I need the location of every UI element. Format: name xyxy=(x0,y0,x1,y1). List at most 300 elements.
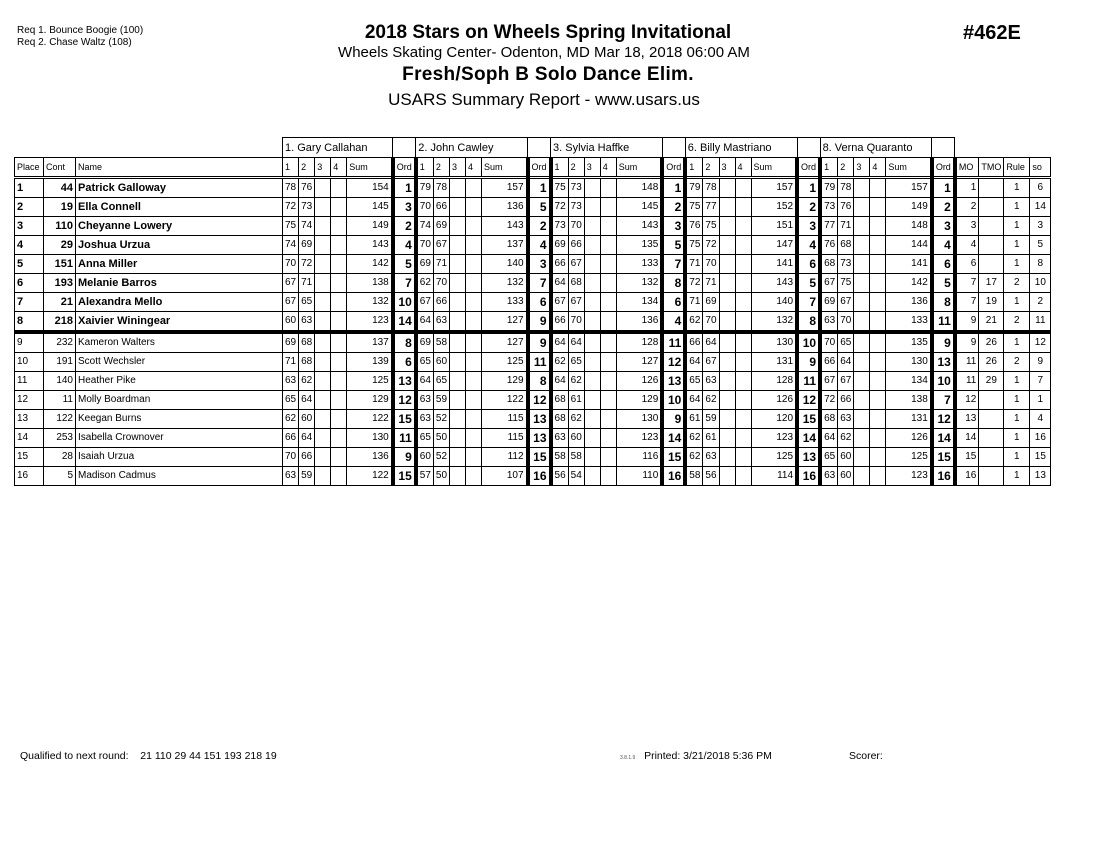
score-2: 69 xyxy=(703,293,719,312)
score-1: 66 xyxy=(283,429,299,448)
total-majority-ordinal xyxy=(979,448,1004,467)
score-1: 79 xyxy=(416,178,434,198)
score-1: 72 xyxy=(551,198,569,217)
result-row xyxy=(15,391,1051,410)
col-judge-3-sum: Sum xyxy=(616,158,662,178)
score-2: 68 xyxy=(299,332,315,353)
judge-ordinal: 10 xyxy=(797,332,820,353)
score-3 xyxy=(450,293,466,312)
score-1: 65 xyxy=(283,391,299,410)
score-3 xyxy=(854,236,870,255)
score-2: 66 xyxy=(299,448,315,467)
score-2: 76 xyxy=(838,198,854,217)
score-2: 64 xyxy=(299,429,315,448)
score-4 xyxy=(331,332,347,353)
judge-ordinal: 2 xyxy=(932,198,955,217)
score-3 xyxy=(450,236,466,255)
score-2: 64 xyxy=(299,391,315,410)
score-4 xyxy=(735,391,751,410)
skater-name: Cheyanne Lowery xyxy=(76,217,283,236)
score-1: 69 xyxy=(551,236,569,255)
score-sum: 141 xyxy=(751,255,797,274)
judge-ordinal: 6 xyxy=(662,293,685,312)
score-1: 75 xyxy=(283,217,299,236)
col-judge-4-ord: Ord xyxy=(797,158,820,178)
rule: 2 xyxy=(1004,353,1030,372)
skate-order: 2 xyxy=(1030,293,1051,312)
score-3 xyxy=(450,332,466,353)
score-2: 66 xyxy=(838,391,854,410)
score-1: 70 xyxy=(416,236,434,255)
contestant-number: 253 xyxy=(44,429,76,448)
result-row xyxy=(15,448,1051,467)
score-4 xyxy=(870,274,886,293)
skater-name: Patrick Galloway xyxy=(76,178,283,198)
score-4 xyxy=(331,467,347,486)
skate-order: 4 xyxy=(1030,410,1051,429)
skate-order: 6 xyxy=(1030,178,1051,198)
place: 11 xyxy=(15,372,44,391)
score-4 xyxy=(466,332,482,353)
judge-ordinal: 7 xyxy=(528,274,551,293)
score-4 xyxy=(600,178,616,198)
judge-ordinal: 7 xyxy=(662,255,685,274)
score-sum: 107 xyxy=(482,467,528,486)
rule: 1 xyxy=(1004,293,1030,312)
score-2: 68 xyxy=(568,274,584,293)
score-sum: 123 xyxy=(886,467,932,486)
judge-ordinal: 12 xyxy=(393,391,416,410)
score-sum: 125 xyxy=(347,372,393,391)
result-row xyxy=(15,293,1051,312)
judge-ordinal: 13 xyxy=(528,410,551,429)
skate-order: 11 xyxy=(1030,312,1051,333)
col-judge-1-2: 2 xyxy=(299,158,315,178)
score-3 xyxy=(315,198,331,217)
judge-ordinal: 7 xyxy=(393,274,416,293)
score-2: 54 xyxy=(568,467,584,486)
score-4 xyxy=(600,293,616,312)
score-1: 56 xyxy=(551,467,569,486)
music-request-2: Req 2. Chase Waltz (108) xyxy=(17,37,132,48)
score-4 xyxy=(870,429,886,448)
score-3 xyxy=(854,217,870,236)
col-rule: Rule xyxy=(1004,158,1030,178)
skater-name: Madison Cadmus xyxy=(76,467,283,486)
score-1: 69 xyxy=(416,332,434,353)
score-2: 75 xyxy=(703,217,719,236)
score-3 xyxy=(450,391,466,410)
score-1: 62 xyxy=(283,410,299,429)
judge-ordinal: 3 xyxy=(797,217,820,236)
score-4 xyxy=(331,372,347,391)
rule: 1 xyxy=(1004,429,1030,448)
score-1: 72 xyxy=(685,274,703,293)
score-1: 67 xyxy=(416,293,434,312)
judge-ordinal: 5 xyxy=(932,274,955,293)
judge-ordinal: 2 xyxy=(662,198,685,217)
score-2: 64 xyxy=(568,332,584,353)
score-sum: 157 xyxy=(482,178,528,198)
score-2: 68 xyxy=(299,353,315,372)
result-row xyxy=(15,236,1051,255)
skater-name: Xaivier Winingear xyxy=(76,312,283,333)
score-sum: 157 xyxy=(751,178,797,198)
score-1: 64 xyxy=(551,274,569,293)
place: 14 xyxy=(15,429,44,448)
judge-ordinal: 6 xyxy=(528,293,551,312)
score-2: 67 xyxy=(568,293,584,312)
score-4 xyxy=(466,293,482,312)
score-3 xyxy=(315,255,331,274)
score-3 xyxy=(719,353,735,372)
rule: 2 xyxy=(1004,312,1030,333)
score-1: 64 xyxy=(416,312,434,333)
score-1: 76 xyxy=(685,217,703,236)
score-2: 63 xyxy=(299,312,315,333)
col-judge-1-ord: Ord xyxy=(393,158,416,178)
contestant-number: 5 xyxy=(44,467,76,486)
score-4 xyxy=(870,353,886,372)
score-sum: 133 xyxy=(482,293,528,312)
score-3 xyxy=(719,448,735,467)
score-3 xyxy=(584,178,600,198)
col-judge-4-4: 4 xyxy=(735,158,751,178)
score-sum: 151 xyxy=(751,217,797,236)
score-sum: 140 xyxy=(482,255,528,274)
score-2: 77 xyxy=(703,198,719,217)
judge-ordinal: 14 xyxy=(932,429,955,448)
score-sum: 123 xyxy=(751,429,797,448)
score-2: 78 xyxy=(433,178,449,198)
score-sum: 148 xyxy=(616,178,662,198)
score-sum: 129 xyxy=(347,391,393,410)
judge-ordinal: 8 xyxy=(797,312,820,333)
skate-order: 3 xyxy=(1030,217,1051,236)
score-sum: 120 xyxy=(751,410,797,429)
score-3 xyxy=(315,448,331,467)
score-sum: 141 xyxy=(886,255,932,274)
judge-ordinal: 9 xyxy=(393,448,416,467)
score-1: 63 xyxy=(551,429,569,448)
score-1: 79 xyxy=(820,178,838,198)
score-1: 69 xyxy=(416,255,434,274)
score-sum: 134 xyxy=(886,372,932,391)
score-3 xyxy=(854,293,870,312)
score-sum: 126 xyxy=(616,372,662,391)
skate-order: 1 xyxy=(1030,391,1051,410)
place: 8 xyxy=(15,312,44,333)
result-row xyxy=(15,312,1051,333)
judge-ordinal: 4 xyxy=(528,236,551,255)
score-4 xyxy=(600,217,616,236)
judge-ordinal: 14 xyxy=(393,312,416,333)
judge-ordinal: 4 xyxy=(393,236,416,255)
score-1: 64 xyxy=(416,372,434,391)
judge-ordinal: 6 xyxy=(393,353,416,372)
judge-ordinal: 9 xyxy=(662,410,685,429)
score-sum: 123 xyxy=(616,429,662,448)
score-3 xyxy=(584,467,600,486)
skate-order: 16 xyxy=(1030,429,1051,448)
rule: 1 xyxy=(1004,178,1030,198)
place: 16 xyxy=(15,467,44,486)
score-1: 58 xyxy=(685,467,703,486)
score-4 xyxy=(735,198,751,217)
score-1: 72 xyxy=(820,391,838,410)
score-1: 74 xyxy=(283,236,299,255)
score-3 xyxy=(315,236,331,255)
col-judge-3-3: 3 xyxy=(584,158,600,178)
majority-ordinal: 2 xyxy=(955,198,979,217)
judge-ordinal: 10 xyxy=(932,372,955,391)
score-4 xyxy=(735,236,751,255)
score-1: 77 xyxy=(820,217,838,236)
score-3 xyxy=(719,312,735,333)
judge-ordinal: 11 xyxy=(797,372,820,391)
score-1: 60 xyxy=(283,312,299,333)
judge-ordinal: 8 xyxy=(393,332,416,353)
skate-order: 10 xyxy=(1030,274,1051,293)
contestant-number: 11 xyxy=(44,391,76,410)
total-majority-ordinal xyxy=(979,236,1004,255)
score-3 xyxy=(315,372,331,391)
printed-timestamp: Printed: 3/21/2018 5:36 PM xyxy=(644,750,772,762)
judge-ordinal: 2 xyxy=(797,198,820,217)
score-2: 60 xyxy=(433,353,449,372)
judge-ordinal: 16 xyxy=(662,467,685,486)
contestant-number: 44 xyxy=(44,178,76,198)
score-1: 71 xyxy=(685,293,703,312)
score-1: 67 xyxy=(551,293,569,312)
competition-title: 2018 Stars on Wheels Spring Invitational xyxy=(364,22,732,43)
score-sum: 137 xyxy=(347,332,393,353)
score-sum: 149 xyxy=(886,198,932,217)
place: 10 xyxy=(15,353,44,372)
score-3 xyxy=(854,372,870,391)
judge-ordinal: 9 xyxy=(528,332,551,353)
score-1: 75 xyxy=(685,198,703,217)
judge-ordinal: 2 xyxy=(393,217,416,236)
score-4 xyxy=(331,255,347,274)
score-2: 67 xyxy=(838,372,854,391)
score-2: 71 xyxy=(299,274,315,293)
score-3 xyxy=(450,178,466,198)
score-1: 64 xyxy=(551,332,569,353)
skater-name: Isabella Crownover xyxy=(76,429,283,448)
score-sum: 136 xyxy=(886,293,932,312)
score-1: 65 xyxy=(416,429,434,448)
score-2: 60 xyxy=(299,410,315,429)
judge-ordinal: 4 xyxy=(662,312,685,333)
skater-name: Ella Connell xyxy=(76,198,283,217)
score-sum: 154 xyxy=(347,178,393,198)
majority-ordinal: 11 xyxy=(955,372,979,391)
col-judge-5-sum: Sum xyxy=(886,158,932,178)
score-sum: 133 xyxy=(616,255,662,274)
score-4 xyxy=(870,410,886,429)
col-judge-5-3: 3 xyxy=(854,158,870,178)
contestant-number: 110 xyxy=(44,217,76,236)
score-4 xyxy=(466,217,482,236)
qualified-line xyxy=(20,750,277,762)
total-majority-ordinal: 21 xyxy=(979,312,1004,333)
judge-ordinal: 1 xyxy=(932,178,955,198)
score-1: 68 xyxy=(551,391,569,410)
score-3 xyxy=(719,467,735,486)
score-3 xyxy=(450,217,466,236)
place: 13 xyxy=(15,410,44,429)
score-1: 62 xyxy=(416,274,434,293)
score-3 xyxy=(854,255,870,274)
score-sum: 131 xyxy=(886,410,932,429)
score-1: 62 xyxy=(685,312,703,333)
skate-order: 14 xyxy=(1030,198,1051,217)
score-4 xyxy=(735,312,751,333)
score-sum: 143 xyxy=(616,217,662,236)
skate-order: 5 xyxy=(1030,236,1051,255)
score-sum: 129 xyxy=(482,372,528,391)
score-1: 75 xyxy=(685,236,703,255)
rule: 1 xyxy=(1004,391,1030,410)
total-majority-ordinal: 26 xyxy=(979,353,1004,372)
score-3 xyxy=(584,429,600,448)
score-4 xyxy=(600,467,616,486)
contestant-number: 232 xyxy=(44,332,76,353)
score-sum: 127 xyxy=(482,332,528,353)
score-3 xyxy=(450,467,466,486)
score-1: 66 xyxy=(551,312,569,333)
skater-name: Molly Boardman xyxy=(76,391,283,410)
score-4 xyxy=(466,448,482,467)
score-1: 60 xyxy=(416,448,434,467)
majority-ordinal: 13 xyxy=(955,410,979,429)
judge-ordinal: 15 xyxy=(797,410,820,429)
score-1: 71 xyxy=(685,255,703,274)
judge-name: 1. Gary Callahan xyxy=(283,138,393,158)
judge-ordinal: 8 xyxy=(932,293,955,312)
score-3 xyxy=(584,255,600,274)
score-3 xyxy=(584,410,600,429)
score-2: 66 xyxy=(433,198,449,217)
judge-ordinal: 13 xyxy=(797,448,820,467)
score-1: 66 xyxy=(551,255,569,274)
score-1: 65 xyxy=(416,353,434,372)
score-4 xyxy=(466,255,482,274)
score-2: 71 xyxy=(703,274,719,293)
result-row xyxy=(15,353,1051,372)
score-3 xyxy=(315,391,331,410)
score-4 xyxy=(735,255,751,274)
score-sum: 132 xyxy=(751,312,797,333)
score-2: 70 xyxy=(703,255,719,274)
judge-ordinal: 11 xyxy=(932,312,955,333)
score-3 xyxy=(854,353,870,372)
result-row xyxy=(15,178,1051,198)
score-2: 63 xyxy=(838,410,854,429)
judge-ordinal: 9 xyxy=(932,332,955,353)
score-2: 72 xyxy=(703,236,719,255)
score-4 xyxy=(466,353,482,372)
score-2: 63 xyxy=(703,448,719,467)
judge-ordinal: 11 xyxy=(528,353,551,372)
judge-ordinal: 16 xyxy=(797,467,820,486)
score-2: 59 xyxy=(433,391,449,410)
score-sum: 145 xyxy=(347,198,393,217)
col-judge-4-1: 1 xyxy=(685,158,703,178)
result-row xyxy=(15,198,1051,217)
score-4 xyxy=(600,391,616,410)
score-sum: 122 xyxy=(347,410,393,429)
contestant-number: 19 xyxy=(44,198,76,217)
score-2: 64 xyxy=(838,353,854,372)
judge-ordinal: 13 xyxy=(932,353,955,372)
rule: 1 xyxy=(1004,372,1030,391)
col-tmo: TMO xyxy=(979,158,1004,178)
col-judge-4-sum: Sum xyxy=(751,158,797,178)
score-3 xyxy=(719,410,735,429)
place: 15 xyxy=(15,448,44,467)
score-4 xyxy=(600,236,616,255)
score-1: 67 xyxy=(820,274,838,293)
majority-ordinal: 11 xyxy=(955,353,979,372)
score-2: 78 xyxy=(838,178,854,198)
col-judge-2-3: 3 xyxy=(450,158,466,178)
score-3 xyxy=(719,217,735,236)
score-2: 70 xyxy=(433,274,449,293)
score-1: 73 xyxy=(551,217,569,236)
score-3 xyxy=(584,448,600,467)
result-row xyxy=(15,274,1051,293)
score-1: 66 xyxy=(685,332,703,353)
score-3 xyxy=(584,353,600,372)
judge-ordinal: 10 xyxy=(662,391,685,410)
skater-name: Keegan Burns xyxy=(76,410,283,429)
results-table xyxy=(14,137,1051,486)
judge-ordinal: 16 xyxy=(528,467,551,486)
score-sum: 136 xyxy=(616,312,662,333)
score-3 xyxy=(854,198,870,217)
score-2: 70 xyxy=(703,312,719,333)
score-sum: 123 xyxy=(347,312,393,333)
score-2: 76 xyxy=(299,178,315,198)
score-1: 78 xyxy=(283,178,299,198)
total-majority-ordinal xyxy=(979,429,1004,448)
score-3 xyxy=(315,410,331,429)
contestant-number: 218 xyxy=(44,312,76,333)
score-2: 68 xyxy=(838,236,854,255)
majority-ordinal: 1 xyxy=(955,178,979,198)
judge-ordinal: 9 xyxy=(528,312,551,333)
judge-ordinal: 5 xyxy=(797,274,820,293)
majority-ordinal: 9 xyxy=(955,312,979,333)
place: 4 xyxy=(15,236,44,255)
total-majority-ordinal xyxy=(979,217,1004,236)
judge-ordinal: 15 xyxy=(393,467,416,486)
score-4 xyxy=(331,198,347,217)
score-2: 62 xyxy=(838,429,854,448)
rule: 1 xyxy=(1004,410,1030,429)
score-1: 58 xyxy=(551,448,569,467)
score-1: 73 xyxy=(820,198,838,217)
score-2: 67 xyxy=(838,293,854,312)
result-row xyxy=(15,410,1051,429)
score-sum: 143 xyxy=(482,217,528,236)
score-sum: 148 xyxy=(886,217,932,236)
score-sum: 132 xyxy=(347,293,393,312)
col-judge-3-2: 2 xyxy=(568,158,584,178)
score-4 xyxy=(870,448,886,467)
